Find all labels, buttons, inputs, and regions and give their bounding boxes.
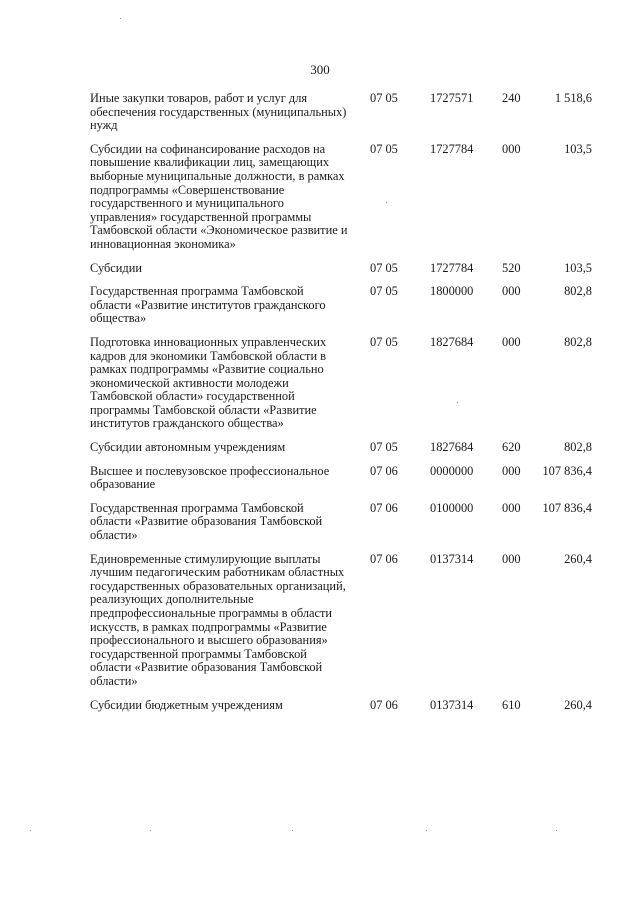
section-code: 07 06: [370, 551, 398, 566]
expense-name: Субсидии: [90, 260, 142, 275]
budget-table: [90, 92, 592, 722]
target-article-code: 0137314: [430, 697, 474, 712]
section-code: 07 05: [370, 141, 398, 156]
expense-type-code: 000: [502, 551, 521, 566]
target-article-code: 1727784: [430, 141, 474, 156]
amount: 1 518,6: [554, 91, 592, 105]
expense-name: Единовременные стимулирующие выплаты лучшим педагогическим работникам областных государственных образовательных организаций, реализующих дополнительные предпрофессиональные программы в области искусств, в рамках подпрограммы «Развитие профессионального и высшего образования» государственной программы Тамбовской области «Развитие образования Тамбовской области»: [90, 551, 346, 688]
table-row: [90, 699, 592, 713]
expense-type-code: 000: [502, 141, 521, 156]
target-article-code: 0000000: [430, 463, 474, 478]
scan-speck: [457, 402, 458, 403]
expense-type-code: 240: [502, 91, 521, 105]
amount: 802,8: [564, 440, 592, 455]
scan-speck: [30, 830, 31, 831]
section-code: 07 05: [370, 440, 398, 455]
amount: 260,4: [564, 697, 592, 712]
expense-name: Государственная программа Тамбовской области «Развитие образования Тамбовской области»: [90, 500, 323, 543]
table-row: [90, 92, 592, 133]
expense-type-code: 620: [502, 440, 521, 455]
target-article-code: 1727571: [430, 91, 474, 105]
amount: 802,8: [564, 284, 592, 299]
amount: 107 836,4: [542, 500, 592, 515]
expense-name: Иные закупки товаров, работ и услуг для обеспечения государственных (муниципальных) нужд: [90, 91, 347, 133]
expense-type-code: 000: [502, 500, 521, 515]
expense-name: Субсидии на софинансирование расходов на повышение квалификации лиц, замещающих выборные муниципальные должности, в рамках подпрограммы «Совершенствование государственного и муниципального управления» государственной программы Тамбовской области «Экономическое развитие и инновационная экономика»: [90, 141, 348, 251]
expense-type-code: 610: [502, 697, 521, 712]
target-article-code: 1727784: [430, 260, 474, 275]
amount: 260,4: [564, 551, 592, 566]
scan-speck: [120, 18, 121, 19]
page-number: 300: [310, 62, 330, 77]
section-code: 07 06: [370, 500, 398, 515]
amount: 802,8: [564, 334, 592, 349]
scan-speck: [150, 830, 151, 831]
table-row: [90, 441, 592, 455]
amount: 107 836,4: [542, 463, 592, 478]
target-article-code: 1827684: [430, 334, 474, 349]
section-code: 07 05: [370, 284, 398, 299]
table-row: [90, 143, 592, 252]
section-code: 07 05: [370, 91, 398, 105]
expense-type-code: 000: [502, 284, 521, 299]
table-row: [90, 553, 592, 689]
expense-name: Высшее и послевузовское профессиональное образование: [90, 463, 330, 492]
scan-speck: [386, 202, 387, 203]
section-code: 07 06: [370, 463, 398, 478]
target-article-code: 0137314: [430, 551, 474, 566]
section-code: 07 05: [370, 260, 398, 275]
expense-name: Государственная программа Тамбовской области «Развитие институтов гражданского общества»: [90, 284, 326, 326]
expense-name: Субсидии бюджетным учреждениям: [90, 697, 283, 712]
scan-speck: [556, 830, 557, 831]
scan-speck: [292, 830, 293, 831]
table-row: [90, 502, 592, 543]
table-row: [90, 262, 592, 276]
section-code: 07 05: [370, 334, 398, 349]
target-article-code: 1827684: [430, 440, 474, 455]
table-row: [90, 336, 592, 431]
expense-name: Подготовка инновационных управленческих кадров для экономики Тамбовской области в рамках подпрограммы «Развитие социально экономической активности молодежи Тамбовской области» государственной программы Тамбовской области «Развитие институтов гражданского общества»: [90, 334, 327, 431]
amount: 103,5: [564, 260, 592, 275]
expense-type-code: 520: [502, 260, 521, 275]
table-row: [90, 465, 592, 492]
table-row: [90, 285, 592, 326]
expense-type-code: 000: [502, 463, 521, 478]
target-article-code: 1800000: [430, 284, 474, 299]
amount: 103,5: [564, 141, 592, 156]
scan-speck: [426, 830, 427, 831]
section-code: 07 06: [370, 697, 398, 712]
target-article-code: 0100000: [430, 500, 474, 515]
expense-type-code: 000: [502, 334, 521, 349]
expense-name: Субсидии автономным учреждениям: [90, 440, 286, 455]
